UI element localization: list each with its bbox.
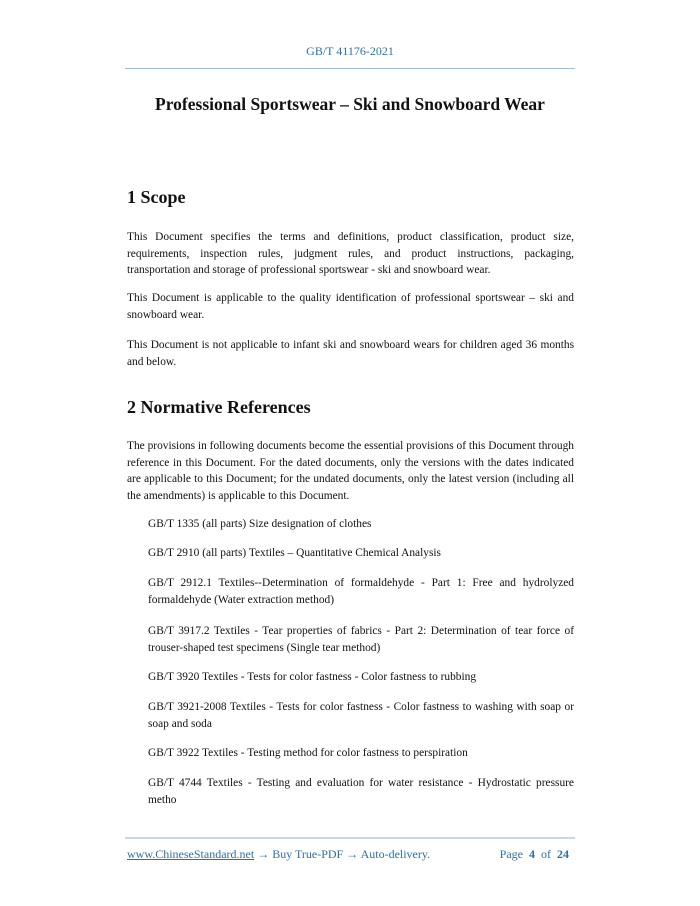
section-heading-scope: 1 Scope (127, 187, 186, 207)
footer-divider (125, 837, 575, 839)
reference-item: GB/T 3920 Textiles - Tests for color fastness - Color fastness to rubbing (148, 671, 477, 683)
page-title: Professional Sportswear – Ski and Snowboard Wear (155, 94, 545, 114)
reference-item: GB/T 2912.1 Textiles--Determination of formaldehyde - Part 1: Free and hydrolyzed formaldehyde (Water extraction method) (148, 577, 574, 606)
footer-promo-text: → Buy True-PDF → Auto-delivery. (254, 847, 431, 861)
header-divider (125, 68, 575, 69)
reference-item: GB/T 3921-2008 Textiles - Tests for color fastness - Color fastness to washing with soap or soap and soda (148, 701, 574, 730)
reference-item: GB/T 2910 (all parts) Textiles – Quantitative Chemical Analysis (148, 547, 441, 559)
page-indicator: Page 4 of 24 (499, 847, 569, 861)
reference-item: GB/T 1335 (all parts) Size designation of clothes (148, 518, 372, 530)
current-page: 4 (529, 847, 535, 861)
chinese-standard-link[interactable]: www.ChineseStandard.net (127, 847, 255, 861)
doc-number-header: GB/T 41176-2021 (306, 44, 394, 58)
section-heading-normative-references: 2 Normative References (127, 397, 311, 417)
reference-item: GB/T 3922 Textiles - Testing method for color fastness to perspiration (148, 747, 468, 759)
paragraph: This Document is applicable to the quality identification of professional sportswear – ski and snowboard wear. (127, 292, 574, 321)
total-pages: 24 (557, 847, 569, 861)
paragraph: The provisions in following documents become the essential provisions of this Document through reference in this Document. For the dated documents, only the versions with the dates indicated are applicable to this Document; for the undated documents, only the latest version (including all the amendments) is applicable to this Document. (127, 440, 574, 502)
paragraph: This Document is not applicable to infant ski and snowboard wears for children aged 36 months and below. (127, 339, 574, 368)
reference-item: GB/T 3917.2 Textiles - Tear properties of fabrics - Part 2: Determination of tear force of trouser-shaped test specimens (Single tear method) (148, 625, 574, 654)
paragraph: This Document specifies the terms and definitions, product classification, product size, requirements, inspection rules, judgment rules, and product instructions, packaging, transportation and storage of professional sportswear - ski and snowboard wear. (127, 231, 574, 276)
footer-promo (127, 847, 430, 862)
reference-item: GB/T 4744 Textiles - Testing and evaluation for water resistance - Hydrostatic pressure metho (148, 777, 574, 806)
